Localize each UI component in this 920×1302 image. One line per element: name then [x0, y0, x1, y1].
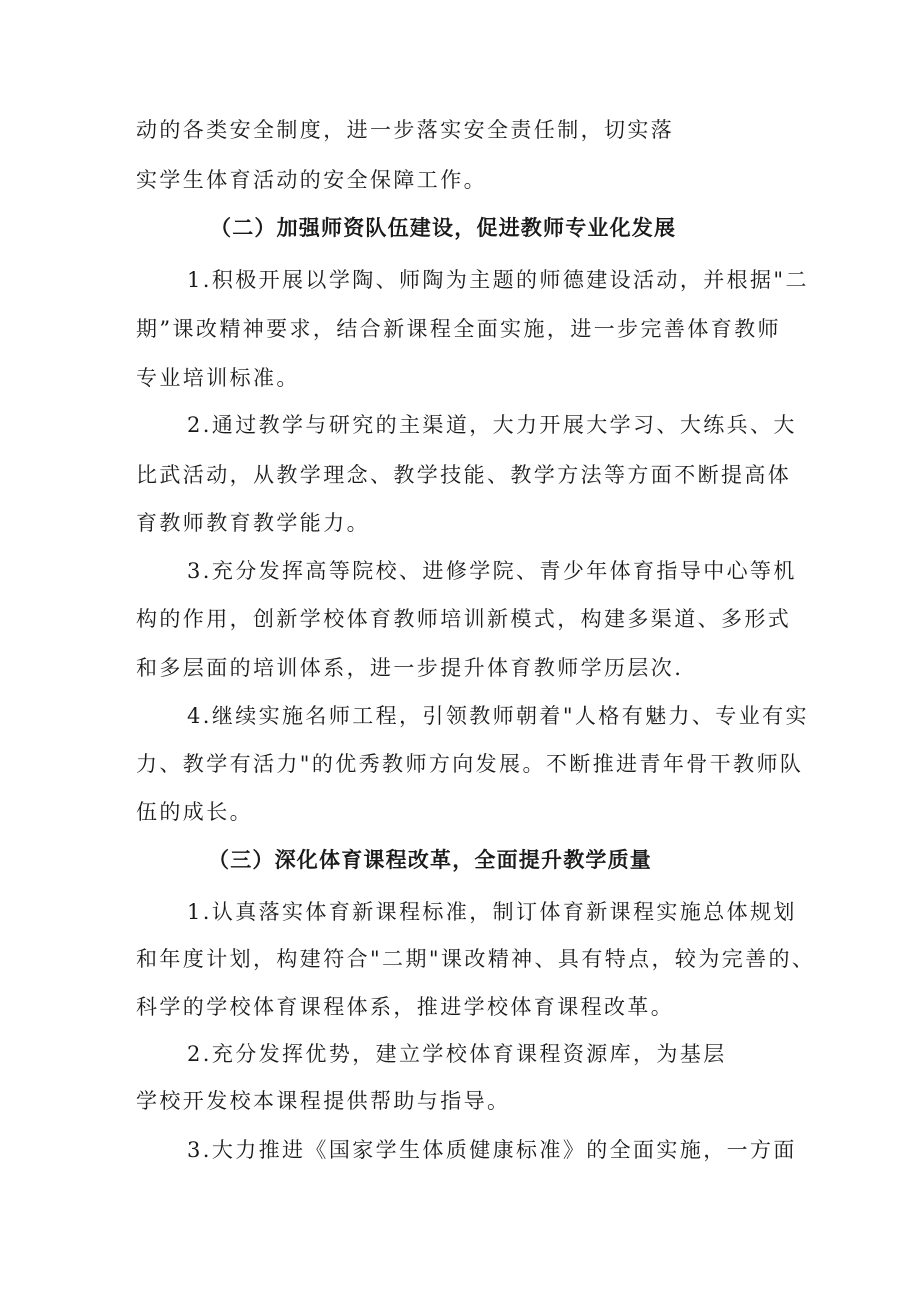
text-line-1: 动的各类安全制度，进一步落实安全责任制，切实落 [136, 118, 675, 142]
text-line-11: 构的作用，创新学校体育教师培训新模式，构建多渠道、多形式 [136, 607, 792, 631]
text-line-13: 4.继续实施名师工程，引领教师朝着"人格有魅力、专业有实 [187, 704, 809, 728]
text-line-12: 和多层面的培训体系，进一步提升体育教师学历层次. [136, 656, 684, 680]
text-line-4: 1.积极开展以学陶、师陶为主题的师德建设活动，并根据"二 [187, 268, 809, 292]
text-line-15: 伍的成长。 [136, 800, 253, 824]
text-line-2: 实学生体育活动的安全保障工作。 [136, 168, 487, 192]
text-line-10: 3.充分发挥高等院校、进修学院、青少年体育指导中心等机 [187, 559, 797, 583]
text-line-22: 3.大力推进《国家学生体质健康标准》的全面实施，一方面 [187, 1138, 797, 1162]
text-line-21: 学校开发校本课程提供帮助与指导。 [136, 1089, 511, 1113]
text-line-5: 期”课改精神要求，结合新课程全面实施，进一步完善体育教师 [136, 317, 781, 341]
section-heading-3: （三）深化体育课程改革，全面提升教学质量 [208, 847, 652, 872]
text-line-9: 育教师教育教学能力。 [136, 511, 370, 535]
text-line-14: 力、教学有活力"的优秀教师方向发展。不断推进青年骨干教师队 [136, 752, 804, 776]
text-line-17: 1.认真落实体育新课程标准，制订体育新课程实施总体规划 [187, 900, 797, 924]
text-line-19: 科学的学校体育课程体系，推进学校体育课程改革。 [136, 995, 675, 1019]
text-line-18: 和年度计划，构建符合"二期"课改精神、具有特点，较为完善的、 [136, 947, 816, 971]
text-line-20: 2.充分发挥优势，建立学校体育课程资源库，为基层 [187, 1042, 727, 1066]
text-line-7: 2.通过教学与研究的主渠道，大力开展大学习、大练兵、大 [187, 413, 797, 437]
text-line-8: 比武活动，从教学理念、教学技能、教学方法等方面不断提高体 [136, 463, 792, 487]
text-line-6: 专业培训标准。 [136, 366, 300, 390]
section-heading-2: （二）加强师资队伍建设，促进教师专业化发展 [210, 215, 677, 240]
